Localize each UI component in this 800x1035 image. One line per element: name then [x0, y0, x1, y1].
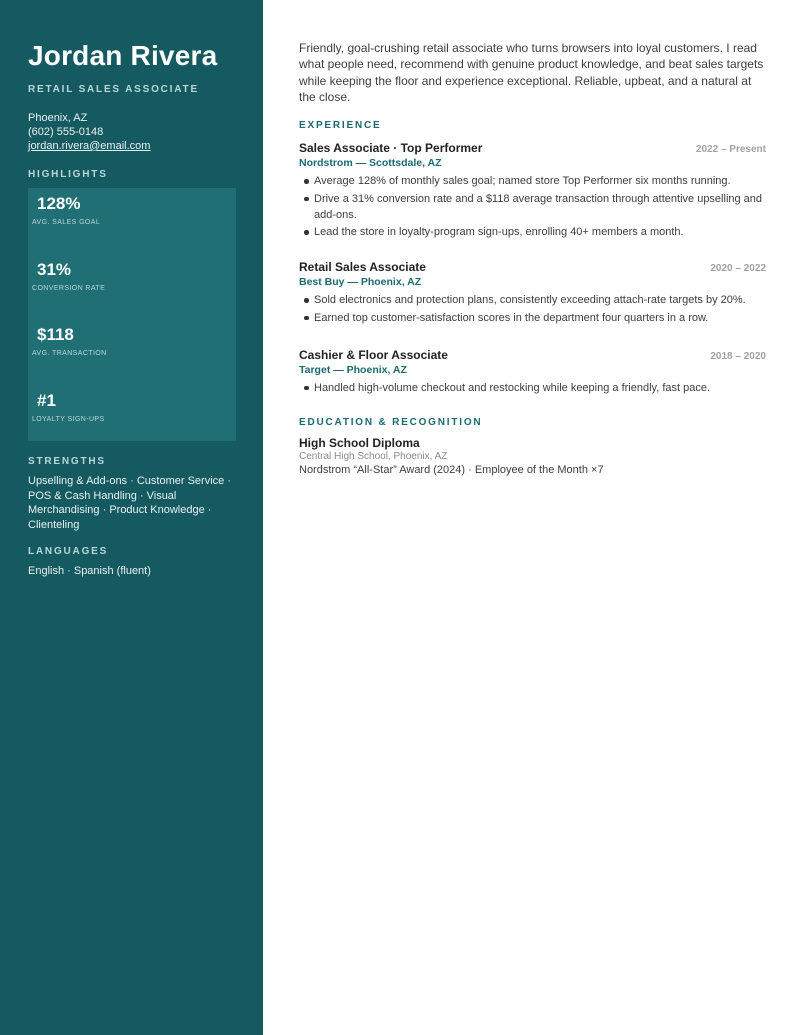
job-dates: 2018 – 2020	[710, 350, 766, 362]
list-item: Handled high-volume checkout and restocking while keeping a friendly, fast pace.	[299, 380, 766, 396]
job-entry	[299, 141, 766, 240]
job-dates: 2022 – Present	[695, 144, 766, 156]
job-company: Best Buy — Phoenix, AZ	[299, 276, 422, 289]
recognition-awards: Nordstrom “All-Star” Award (2024) · Employee of the Month ×7	[299, 463, 604, 476]
strengths-list: Upselling & Add-ons · Customer Service · POS & Cash Handling · Visual Merchandising · Product Knowledge · Clienteling	[28, 475, 231, 531]
job-title: Cashier & Floor Associate	[299, 347, 448, 362]
languages-heading: LANGUAGES	[28, 546, 109, 558]
contact-location: Phoenix, AZ	[28, 112, 88, 124]
job-title: Retail Sales Associate	[299, 260, 426, 275]
job-company: Nordstrom — Scottsdale, AZ	[299, 157, 442, 170]
candidate-name: Jordan Rivera	[28, 40, 218, 71]
list-item: Earned top customer-satisfaction scores in the department four quarters in a row.	[299, 310, 766, 326]
highlights-heading: HIGHLIGHTS	[28, 169, 108, 180]
job-bullets	[299, 292, 766, 326]
highlights-panel	[28, 188, 236, 441]
job-bullets	[299, 380, 766, 396]
job-role: RETAIL SALES ASSOCIATE	[28, 84, 199, 95]
job-company: Target — Phoenix, AZ	[299, 363, 407, 376]
stat-sales-goal	[32, 193, 236, 259]
stat-label: LOYALTY SIGN-UPS	[32, 415, 105, 423]
stat-value: #1	[37, 390, 56, 410]
stat-loyalty-signups	[32, 390, 236, 456]
strengths-heading: STRENGTHS	[28, 456, 106, 467]
stat-value: 31%	[37, 259, 72, 279]
job-dates: 2020 – 2022	[710, 263, 766, 275]
list-item: Sold electronics and protection plans, consistently exceeding attach-rate targets by 20%.	[299, 292, 766, 308]
contact-block	[28, 111, 236, 153]
list-item: Drive a 31% conversion rate and a $118 average transaction through attentive upselling and add-ons.	[299, 191, 766, 223]
education-heading: EDUCATION & RECOGNITION	[299, 416, 483, 428]
stat-label: AVG. TRANSACTION	[32, 350, 107, 357]
experience-heading: EXPERIENCE	[299, 120, 382, 132]
list-item: Lead the store in loyalty-program sign-ups, enrolling 40+ members a month.	[299, 224, 766, 240]
stat-avg-transaction	[32, 324, 236, 390]
job-bullets	[299, 173, 766, 240]
education-school: Central High School, Phoenix, AZ	[299, 450, 448, 462]
job-entry	[299, 260, 766, 326]
stat-value: $118	[37, 325, 74, 344]
stat-value: 128%	[37, 194, 81, 213]
stat-label: CONVERSION RATE	[32, 284, 106, 292]
list-item: Average 128% of monthly sales goal; named store Top Performer six months running.	[299, 173, 766, 189]
contact-phone: (602) 555-0148	[28, 126, 104, 138]
stat-conversion-rate	[32, 259, 236, 325]
profile-summary: Friendly, goal-crushing retail associate who turns browsers into loyal customers. I read what people need, recommend with genuine product knowledge, and beat sales targets while keeping the floor and experience exceptional. Reliable, upbeat, and a natural at the close.	[299, 41, 764, 104]
job-title: Sales Associate · Top Performer	[299, 141, 483, 156]
job-entry	[299, 348, 766, 396]
languages-list: English · Spanish (fluent)	[28, 565, 151, 578]
stat-label: AVG. SALES GOAL	[32, 219, 101, 226]
main-content	[299, 40, 766, 476]
sidebar	[0, 0, 263, 1035]
contact-email-link[interactable]: jordan.rivera@email.com	[28, 140, 151, 152]
education-title: High School Diploma	[299, 435, 420, 450]
